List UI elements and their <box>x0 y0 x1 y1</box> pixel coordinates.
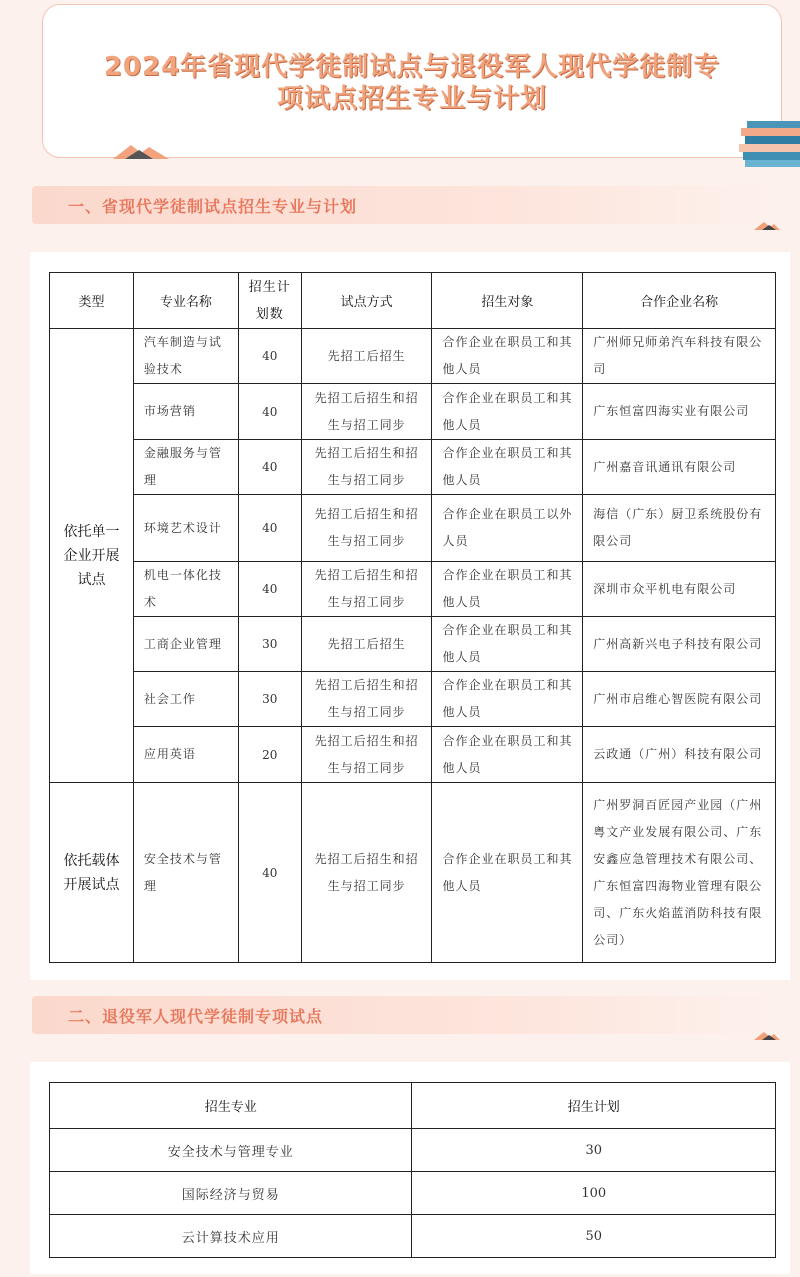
veteran-plan-table <box>49 1082 776 1258</box>
table-header-row <box>50 273 776 329</box>
column-header: 类型 <box>50 273 134 329</box>
major-cell: 安全技术与管理 <box>133 783 238 963</box>
page-title-line-1: 2024年省现代学徒制试点与退役军人现代学徒制专 <box>103 52 721 82</box>
plan-table <box>49 272 776 963</box>
mode-cell: 先招工后招生 <box>301 329 432 384</box>
plan-cell: 100 <box>412 1172 776 1215</box>
mountain-icon <box>113 141 169 159</box>
major-cell: 国际经济与贸易 <box>50 1172 412 1215</box>
company-cell: 海信（广东）厨卫系统股份有限公司 <box>583 495 776 562</box>
target-cell: 合作企业在职员工以外人员 <box>432 495 583 562</box>
company-cell: 广州市启维心智医院有限公司 <box>583 672 776 727</box>
target-cell: 合作企业在职员工和其他人员 <box>432 783 583 963</box>
company-cell: 深圳市众平机电有限公司 <box>583 562 776 617</box>
company-cell: 广州师兄师弟汽车科技有限公司 <box>583 329 776 384</box>
major-cell: 金融服务与管理 <box>133 440 238 495</box>
plan-cell: 50 <box>412 1215 776 1258</box>
table-row <box>50 672 776 727</box>
table-row <box>50 495 776 562</box>
column-header: 招生计划 <box>412 1083 776 1129</box>
plan-cell: 20 <box>238 727 301 783</box>
plan-cell: 30 <box>238 672 301 727</box>
plan-cell: 30 <box>412 1129 776 1172</box>
table-row <box>50 329 776 384</box>
table-row <box>50 1129 776 1172</box>
mode-cell: 先招工后招生和招生与招工同步 <box>301 783 432 963</box>
table-row <box>50 384 776 440</box>
table-header-row <box>50 1083 776 1129</box>
type-cell: 依托载体开展试点 <box>50 783 134 963</box>
major-cell: 环境艺术设计 <box>133 495 238 562</box>
plan-cell: 40 <box>238 495 301 562</box>
company-cell: 广州嘉音讯通讯有限公司 <box>583 440 776 495</box>
major-cell: 安全技术与管理专业 <box>50 1129 412 1172</box>
target-cell: 合作企业在职员工和其他人员 <box>432 329 583 384</box>
title-card <box>42 4 782 158</box>
company-cell: 广州罗洞百匠园产业园（广州粤文产业发展有限公司、广东安鑫应急管理技术有限公司、广东恒富四海物业管理有限公司、广东火焰蓝消防科技有限公司） <box>583 783 776 963</box>
plan-cell: 40 <box>238 440 301 495</box>
target-cell: 合作企业在职员工和其他人员 <box>432 617 583 672</box>
section-1-header <box>32 186 770 224</box>
plan-cell: 40 <box>238 562 301 617</box>
target-cell: 合作企业在职员工和其他人员 <box>432 562 583 617</box>
table-row <box>50 1215 776 1258</box>
mode-cell: 先招工后招生和招生与招工同步 <box>301 672 432 727</box>
mode-cell: 先招工后招生和招生与招工同步 <box>301 562 432 617</box>
section-2-title: 二、退役军人现代学徒制专项试点 <box>68 1007 324 1026</box>
major-cell: 市场营销 <box>133 384 238 440</box>
books-icon <box>735 121 800 167</box>
major-cell: 社会工作 <box>133 672 238 727</box>
major-cell: 汽车制造与试验技术 <box>133 329 238 384</box>
mode-cell: 先招工后招生 <box>301 617 432 672</box>
page-title <box>63 51 761 115</box>
column-header: 招生专业 <box>50 1083 412 1129</box>
plan-cell: 30 <box>238 617 301 672</box>
mode-cell: 先招工后招生和招生与招工同步 <box>301 440 432 495</box>
target-cell: 合作企业在职员工和其他人员 <box>432 440 583 495</box>
mountain-icon <box>754 220 780 230</box>
table-row <box>50 783 776 963</box>
section-2-panel <box>30 1062 790 1274</box>
table-row <box>50 562 776 617</box>
company-cell: 云政通（广州）科技有限公司 <box>583 727 776 783</box>
target-cell: 合作企业在职员工和其他人员 <box>432 672 583 727</box>
plan-cell: 40 <box>238 384 301 440</box>
major-cell: 机电一体化技术 <box>133 562 238 617</box>
company-cell: 广东恒富四海实业有限公司 <box>583 384 776 440</box>
table-row <box>50 1172 776 1215</box>
major-cell: 工商企业管理 <box>133 617 238 672</box>
major-cell: 云计算技术应用 <box>50 1215 412 1258</box>
section-1-panel <box>30 252 790 980</box>
column-header: 招生对象 <box>432 273 583 329</box>
column-header: 合作企业名称 <box>583 273 776 329</box>
type-cell: 依托单一企业开展试点 <box>50 329 134 783</box>
table-row <box>50 440 776 495</box>
major-cell: 应用英语 <box>133 727 238 783</box>
column-header: 专业名称 <box>133 273 238 329</box>
plan-cell: 40 <box>238 329 301 384</box>
mode-cell: 先招工后招生和招生与招工同步 <box>301 495 432 562</box>
mode-cell: 先招工后招生和招生与招工同步 <box>301 727 432 783</box>
target-cell: 合作企业在职员工和其他人员 <box>432 727 583 783</box>
column-header: 招生计划数 <box>238 273 301 329</box>
plan-cell: 40 <box>238 783 301 963</box>
mode-cell: 先招工后招生和招生与招工同步 <box>301 384 432 440</box>
table-row <box>50 727 776 783</box>
section-2-header <box>32 996 770 1034</box>
column-header: 试点方式 <box>301 273 432 329</box>
company-cell: 广州高新兴电子科技有限公司 <box>583 617 776 672</box>
target-cell: 合作企业在职员工和其他人员 <box>432 384 583 440</box>
section-1-title: 一、省现代学徒制试点招生专业与计划 <box>68 197 358 216</box>
mountain-icon <box>754 1030 780 1040</box>
page-title-line-2: 项试点招生专业与计划 <box>276 84 547 114</box>
table-row <box>50 617 776 672</box>
